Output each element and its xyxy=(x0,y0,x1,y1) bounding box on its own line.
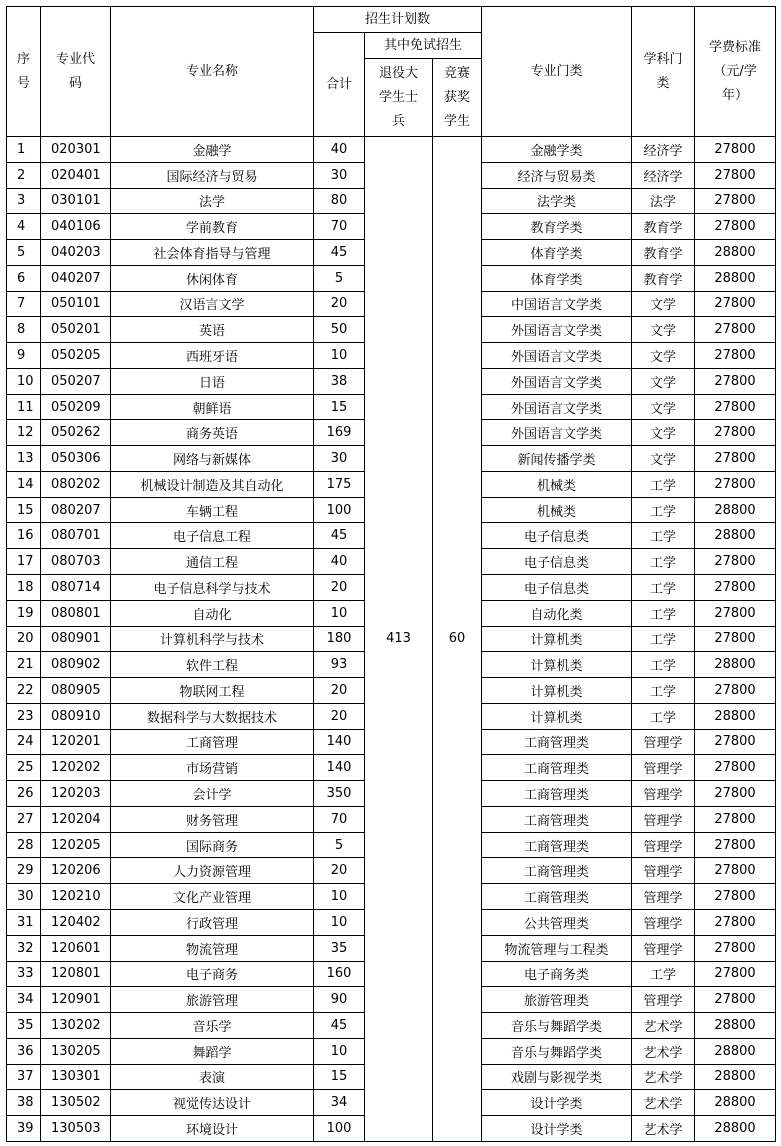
cell-total: 40 xyxy=(314,549,365,575)
cell-tuition: 27800 xyxy=(695,214,776,240)
cell-discipline: 文学 xyxy=(632,420,695,446)
cell-tuition: 28800 xyxy=(695,523,776,549)
cell-tuition: 28800 xyxy=(695,1038,776,1064)
cell-code: 040207 xyxy=(41,265,111,291)
cell-code: 130502 xyxy=(41,1090,111,1116)
cell-tuition: 27800 xyxy=(695,806,776,832)
header-tuition: 学费标准 （元/学 年） xyxy=(695,7,776,137)
cell-major-name: 英语 xyxy=(111,317,314,343)
cell-code: 080905 xyxy=(41,678,111,704)
admissions-plan-table xyxy=(6,6,776,1142)
cell-seq: 10 xyxy=(7,368,41,394)
cell-major-name: 财务管理 xyxy=(111,806,314,832)
header-competition: 竞赛 获奖 学生 xyxy=(433,59,482,137)
cell-total: 100 xyxy=(314,1116,365,1142)
cell-tuition: 27800 xyxy=(695,832,776,858)
cell-major-name: 汉语言文学 xyxy=(111,291,314,317)
cell-discipline: 工学 xyxy=(632,600,695,626)
cell-category: 计算机类 xyxy=(482,703,632,729)
cell-discipline: 文学 xyxy=(632,291,695,317)
cell-major-name: 物流管理 xyxy=(111,935,314,961)
cell-total: 175 xyxy=(314,471,365,497)
table-body xyxy=(7,137,776,1142)
cell-category: 教育学类 xyxy=(482,214,632,240)
cell-total: 15 xyxy=(314,394,365,420)
header-plan-group: 招生计划数 xyxy=(314,7,482,33)
cell-seq: 32 xyxy=(7,935,41,961)
cell-seq: 5 xyxy=(7,240,41,266)
cell-code: 130301 xyxy=(41,1064,111,1090)
cell-tuition: 27800 xyxy=(695,188,776,214)
cell-major-name: 国际商务 xyxy=(111,832,314,858)
cell-tuition: 27800 xyxy=(695,987,776,1013)
cell-category: 机械类 xyxy=(482,497,632,523)
cell-code: 050262 xyxy=(41,420,111,446)
cell-total: 180 xyxy=(314,626,365,652)
cell-tuition: 27800 xyxy=(695,394,776,420)
cell-major-name: 法学 xyxy=(111,188,314,214)
cell-discipline: 管理学 xyxy=(632,884,695,910)
cell-category: 外国语言文学类 xyxy=(482,368,632,394)
header-total: 合计 xyxy=(314,33,365,137)
cell-tuition: 27800 xyxy=(695,549,776,575)
cell-major-name: 金融学 xyxy=(111,137,314,163)
cell-category: 戏剧与影视学类 xyxy=(482,1064,632,1090)
cell-tuition: 27800 xyxy=(695,317,776,343)
cell-total: 100 xyxy=(314,497,365,523)
cell-seq: 1 xyxy=(7,137,41,163)
cell-category: 外国语言文学类 xyxy=(482,317,632,343)
cell-seq: 17 xyxy=(7,549,41,575)
cell-category: 中国语言文学类 xyxy=(482,291,632,317)
cell-category: 设计学类 xyxy=(482,1090,632,1116)
cell-seq: 30 xyxy=(7,884,41,910)
cell-tuition: 27800 xyxy=(695,446,776,472)
cell-seq: 34 xyxy=(7,987,41,1013)
cell-code: 050205 xyxy=(41,343,111,369)
cell-seq: 2 xyxy=(7,162,41,188)
cell-code: 120210 xyxy=(41,884,111,910)
cell-tuition: 27800 xyxy=(695,137,776,163)
cell-code: 030101 xyxy=(41,188,111,214)
cell-code: 080202 xyxy=(41,471,111,497)
cell-seq: 29 xyxy=(7,858,41,884)
cell-seq: 20 xyxy=(7,626,41,652)
cell-seq: 11 xyxy=(7,394,41,420)
cell-seq: 38 xyxy=(7,1090,41,1116)
cell-major-name: 视觉传达设计 xyxy=(111,1090,314,1116)
cell-code: 130503 xyxy=(41,1116,111,1142)
cell-major-name: 物联网工程 xyxy=(111,678,314,704)
cell-major-name: 西班牙语 xyxy=(111,343,314,369)
cell-tuition: 27800 xyxy=(695,471,776,497)
cell-major-name: 行政管理 xyxy=(111,909,314,935)
cell-seq: 21 xyxy=(7,652,41,678)
cell-discipline: 工学 xyxy=(632,961,695,987)
cell-category: 外国语言文学类 xyxy=(482,420,632,446)
cell-major-name: 旅游管理 xyxy=(111,987,314,1013)
cell-category: 工商管理类 xyxy=(482,884,632,910)
cell-code: 040203 xyxy=(41,240,111,266)
cell-discipline: 教育学 xyxy=(632,240,695,266)
cell-code: 080910 xyxy=(41,703,111,729)
cell-tuition: 27800 xyxy=(695,420,776,446)
cell-total: 15 xyxy=(314,1064,365,1090)
cell-major-name: 音乐学 xyxy=(111,1013,314,1039)
cell-total: 10 xyxy=(314,884,365,910)
cell-major-name: 工商管理 xyxy=(111,729,314,755)
cell-total: 169 xyxy=(314,420,365,446)
cell-major-name: 文化产业管理 xyxy=(111,884,314,910)
cell-total: 80 xyxy=(314,188,365,214)
cell-total: 20 xyxy=(314,291,365,317)
cell-major-name: 网络与新媒体 xyxy=(111,446,314,472)
cell-discipline: 文学 xyxy=(632,368,695,394)
cell-major-name: 环境设计 xyxy=(111,1116,314,1142)
cell-major-name: 会计学 xyxy=(111,781,314,807)
cell-discipline: 艺术学 xyxy=(632,1013,695,1039)
cell-category: 法学类 xyxy=(482,188,632,214)
cell-category: 音乐与舞蹈学类 xyxy=(482,1013,632,1039)
cell-seq: 14 xyxy=(7,471,41,497)
cell-discipline: 艺术学 xyxy=(632,1090,695,1116)
cell-discipline: 文学 xyxy=(632,446,695,472)
cell-category: 工商管理类 xyxy=(482,781,632,807)
cell-total: 20 xyxy=(314,858,365,884)
cell-code: 130202 xyxy=(41,1013,111,1039)
cell-code: 080701 xyxy=(41,523,111,549)
cell-code: 120402 xyxy=(41,909,111,935)
cell-total: 90 xyxy=(314,987,365,1013)
cell-category: 电子商务类 xyxy=(482,961,632,987)
cell-category: 外国语言文学类 xyxy=(482,343,632,369)
cell-total: 10 xyxy=(314,343,365,369)
cell-tuition: 28800 xyxy=(695,265,776,291)
cell-discipline: 管理学 xyxy=(632,987,695,1013)
cell-discipline: 文学 xyxy=(632,317,695,343)
cell-tuition: 28800 xyxy=(695,703,776,729)
cell-code: 020301 xyxy=(41,137,111,163)
cell-discipline: 工学 xyxy=(632,703,695,729)
cell-tuition: 27800 xyxy=(695,961,776,987)
cell-discipline: 经济学 xyxy=(632,137,695,163)
cell-discipline: 管理学 xyxy=(632,858,695,884)
cell-seq: 31 xyxy=(7,909,41,935)
cell-seq: 24 xyxy=(7,729,41,755)
cell-discipline: 工学 xyxy=(632,471,695,497)
table-header xyxy=(7,7,776,137)
cell-seq: 22 xyxy=(7,678,41,704)
cell-seq: 15 xyxy=(7,497,41,523)
cell-discipline: 工学 xyxy=(632,549,695,575)
cell-tuition: 27800 xyxy=(695,935,776,961)
cell-major-name: 人力资源管理 xyxy=(111,858,314,884)
cell-code: 080703 xyxy=(41,549,111,575)
cell-discipline: 经济学 xyxy=(632,162,695,188)
header-name: 专业名称 xyxy=(111,7,314,137)
cell-seq: 12 xyxy=(7,420,41,446)
cell-tuition: 27800 xyxy=(695,343,776,369)
cell-discipline: 教育学 xyxy=(632,265,695,291)
cell-major-name: 自动化 xyxy=(111,600,314,626)
cell-discipline: 管理学 xyxy=(632,832,695,858)
cell-seq: 26 xyxy=(7,781,41,807)
cell-seq: 23 xyxy=(7,703,41,729)
cell-seq: 3 xyxy=(7,188,41,214)
cell-discipline: 艺术学 xyxy=(632,1038,695,1064)
cell-category: 经济与贸易类 xyxy=(482,162,632,188)
cell-category: 工商管理类 xyxy=(482,832,632,858)
cell-code: 080901 xyxy=(41,626,111,652)
cell-tuition: 27800 xyxy=(695,884,776,910)
cell-major-name: 车辆工程 xyxy=(111,497,314,523)
cell-total: 50 xyxy=(314,317,365,343)
cell-total: 10 xyxy=(314,909,365,935)
cell-discipline: 艺术学 xyxy=(632,1116,695,1142)
cell-seq: 36 xyxy=(7,1038,41,1064)
cell-major-name: 学前教育 xyxy=(111,214,314,240)
cell-code: 050101 xyxy=(41,291,111,317)
header-category: 专业门类 xyxy=(482,7,632,137)
cell-tuition: 27800 xyxy=(695,729,776,755)
cell-code: 050306 xyxy=(41,446,111,472)
cell-category: 计算机类 xyxy=(482,652,632,678)
cell-code: 020401 xyxy=(41,162,111,188)
cell-category: 公共管理类 xyxy=(482,909,632,935)
cell-seq: 37 xyxy=(7,1064,41,1090)
table-row xyxy=(7,137,776,163)
cell-category: 电子信息类 xyxy=(482,549,632,575)
header-seq: 序 号 xyxy=(7,7,41,137)
cell-major-name: 国际经济与贸易 xyxy=(111,162,314,188)
cell-major-name: 日语 xyxy=(111,368,314,394)
cell-category: 电子信息类 xyxy=(482,575,632,601)
cell-discipline: 工学 xyxy=(632,626,695,652)
cell-code: 120201 xyxy=(41,729,111,755)
cell-major-name: 市场营销 xyxy=(111,755,314,781)
cell-major-name: 机械设计制造及其自动化 xyxy=(111,471,314,497)
cell-major-name: 社会体育指导与管理 xyxy=(111,240,314,266)
cell-discipline: 管理学 xyxy=(632,781,695,807)
cell-total: 140 xyxy=(314,729,365,755)
cell-total: 20 xyxy=(314,575,365,601)
cell-discipline: 工学 xyxy=(632,497,695,523)
cell-category: 工商管理类 xyxy=(482,755,632,781)
cell-total: 160 xyxy=(314,961,365,987)
cell-category: 工商管理类 xyxy=(482,858,632,884)
cell-competition-total: 60 xyxy=(433,137,482,1142)
cell-total: 5 xyxy=(314,832,365,858)
cell-seq: 8 xyxy=(7,317,41,343)
cell-discipline: 管理学 xyxy=(632,755,695,781)
cell-total: 5 xyxy=(314,265,365,291)
cell-major-name: 电子商务 xyxy=(111,961,314,987)
header-code: 专业代 码 xyxy=(41,7,111,137)
cell-tuition: 28800 xyxy=(695,1064,776,1090)
cell-major-name: 电子信息科学与技术 xyxy=(111,575,314,601)
cell-code: 080801 xyxy=(41,600,111,626)
cell-seq: 6 xyxy=(7,265,41,291)
cell-major-name: 计算机科学与技术 xyxy=(111,626,314,652)
cell-seq: 16 xyxy=(7,523,41,549)
cell-category: 物流管理与工程类 xyxy=(482,935,632,961)
cell-major-name: 朝鲜语 xyxy=(111,394,314,420)
cell-tuition: 27800 xyxy=(695,909,776,935)
cell-code: 120205 xyxy=(41,832,111,858)
cell-total: 93 xyxy=(314,652,365,678)
cell-tuition: 27800 xyxy=(695,755,776,781)
cell-veterans-total: 413 xyxy=(365,137,433,1142)
cell-seq: 18 xyxy=(7,575,41,601)
cell-total: 350 xyxy=(314,781,365,807)
cell-total: 20 xyxy=(314,703,365,729)
header-exempt-group: 其中免试招生 xyxy=(365,33,482,59)
cell-discipline: 工学 xyxy=(632,652,695,678)
cell-category: 电子信息类 xyxy=(482,523,632,549)
cell-discipline: 管理学 xyxy=(632,935,695,961)
cell-discipline: 艺术学 xyxy=(632,1064,695,1090)
cell-seq: 28 xyxy=(7,832,41,858)
cell-code: 120203 xyxy=(41,781,111,807)
cell-total: 20 xyxy=(314,678,365,704)
cell-code: 120901 xyxy=(41,987,111,1013)
cell-total: 45 xyxy=(314,523,365,549)
cell-total: 45 xyxy=(314,240,365,266)
header-discipline: 学科门 类 xyxy=(632,7,695,137)
cell-code: 050209 xyxy=(41,394,111,420)
cell-total: 34 xyxy=(314,1090,365,1116)
cell-major-name: 表演 xyxy=(111,1064,314,1090)
cell-code: 120204 xyxy=(41,806,111,832)
cell-seq: 9 xyxy=(7,343,41,369)
cell-total: 70 xyxy=(314,214,365,240)
cell-category: 旅游管理类 xyxy=(482,987,632,1013)
cell-seq: 19 xyxy=(7,600,41,626)
cell-tuition: 27800 xyxy=(695,781,776,807)
cell-discipline: 工学 xyxy=(632,523,695,549)
cell-code: 120601 xyxy=(41,935,111,961)
cell-discipline: 管理学 xyxy=(632,729,695,755)
cell-total: 30 xyxy=(314,446,365,472)
cell-major-name: 休闲体育 xyxy=(111,265,314,291)
cell-tuition: 27800 xyxy=(695,858,776,884)
cell-code: 120206 xyxy=(41,858,111,884)
cell-tuition: 27800 xyxy=(695,626,776,652)
cell-code: 120202 xyxy=(41,755,111,781)
cell-total: 140 xyxy=(314,755,365,781)
cell-total: 38 xyxy=(314,368,365,394)
cell-tuition: 27800 xyxy=(695,575,776,601)
cell-category: 外国语言文学类 xyxy=(482,394,632,420)
cell-code: 120801 xyxy=(41,961,111,987)
cell-category: 自动化类 xyxy=(482,600,632,626)
cell-seq: 33 xyxy=(7,961,41,987)
cell-tuition: 28800 xyxy=(695,497,776,523)
cell-code: 130205 xyxy=(41,1038,111,1064)
cell-major-name: 舞蹈学 xyxy=(111,1038,314,1064)
cell-category: 工商管理类 xyxy=(482,729,632,755)
cell-discipline: 文学 xyxy=(632,343,695,369)
cell-seq: 25 xyxy=(7,755,41,781)
cell-code: 040106 xyxy=(41,214,111,240)
admissions-table-container xyxy=(6,6,776,1142)
cell-seq: 35 xyxy=(7,1013,41,1039)
cell-seq: 39 xyxy=(7,1116,41,1142)
cell-category: 金融学类 xyxy=(482,137,632,163)
cell-major-name: 通信工程 xyxy=(111,549,314,575)
cell-tuition: 28800 xyxy=(695,240,776,266)
cell-category: 音乐与舞蹈学类 xyxy=(482,1038,632,1064)
cell-code: 080207 xyxy=(41,497,111,523)
cell-seq: 13 xyxy=(7,446,41,472)
cell-discipline: 法学 xyxy=(632,188,695,214)
cell-tuition: 27800 xyxy=(695,291,776,317)
cell-seq: 27 xyxy=(7,806,41,832)
cell-code: 080902 xyxy=(41,652,111,678)
cell-category: 体育学类 xyxy=(482,265,632,291)
cell-discipline: 文学 xyxy=(632,394,695,420)
cell-major-name: 商务英语 xyxy=(111,420,314,446)
cell-category: 体育学类 xyxy=(482,240,632,266)
cell-discipline: 管理学 xyxy=(632,909,695,935)
cell-tuition: 28800 xyxy=(695,1090,776,1116)
cell-total: 10 xyxy=(314,1038,365,1064)
cell-code: 050207 xyxy=(41,368,111,394)
cell-discipline: 管理学 xyxy=(632,806,695,832)
cell-discipline: 工学 xyxy=(632,678,695,704)
cell-seq: 7 xyxy=(7,291,41,317)
cell-category: 新闻传播学类 xyxy=(482,446,632,472)
cell-tuition: 28800 xyxy=(695,652,776,678)
cell-category: 计算机类 xyxy=(482,626,632,652)
cell-discipline: 教育学 xyxy=(632,214,695,240)
cell-total: 45 xyxy=(314,1013,365,1039)
cell-category: 工商管理类 xyxy=(482,806,632,832)
cell-tuition: 27800 xyxy=(695,600,776,626)
cell-code: 080714 xyxy=(41,575,111,601)
cell-total: 40 xyxy=(314,137,365,163)
cell-major-name: 数据科学与大数据技术 xyxy=(111,703,314,729)
cell-discipline: 工学 xyxy=(632,575,695,601)
cell-major-name: 电子信息工程 xyxy=(111,523,314,549)
cell-code: 050201 xyxy=(41,317,111,343)
cell-total: 35 xyxy=(314,935,365,961)
cell-total: 10 xyxy=(314,600,365,626)
header-veterans: 退役大 学生士 兵 xyxy=(365,59,433,137)
cell-seq: 4 xyxy=(7,214,41,240)
cell-tuition: 27800 xyxy=(695,162,776,188)
cell-category: 计算机类 xyxy=(482,678,632,704)
cell-tuition: 28800 xyxy=(695,1116,776,1142)
cell-tuition: 27800 xyxy=(695,368,776,394)
cell-tuition: 27800 xyxy=(695,678,776,704)
cell-total: 70 xyxy=(314,806,365,832)
cell-category: 机械类 xyxy=(482,471,632,497)
cell-category: 设计学类 xyxy=(482,1116,632,1142)
cell-total: 30 xyxy=(314,162,365,188)
cell-tuition: 28800 xyxy=(695,1013,776,1039)
cell-major-name: 软件工程 xyxy=(111,652,314,678)
